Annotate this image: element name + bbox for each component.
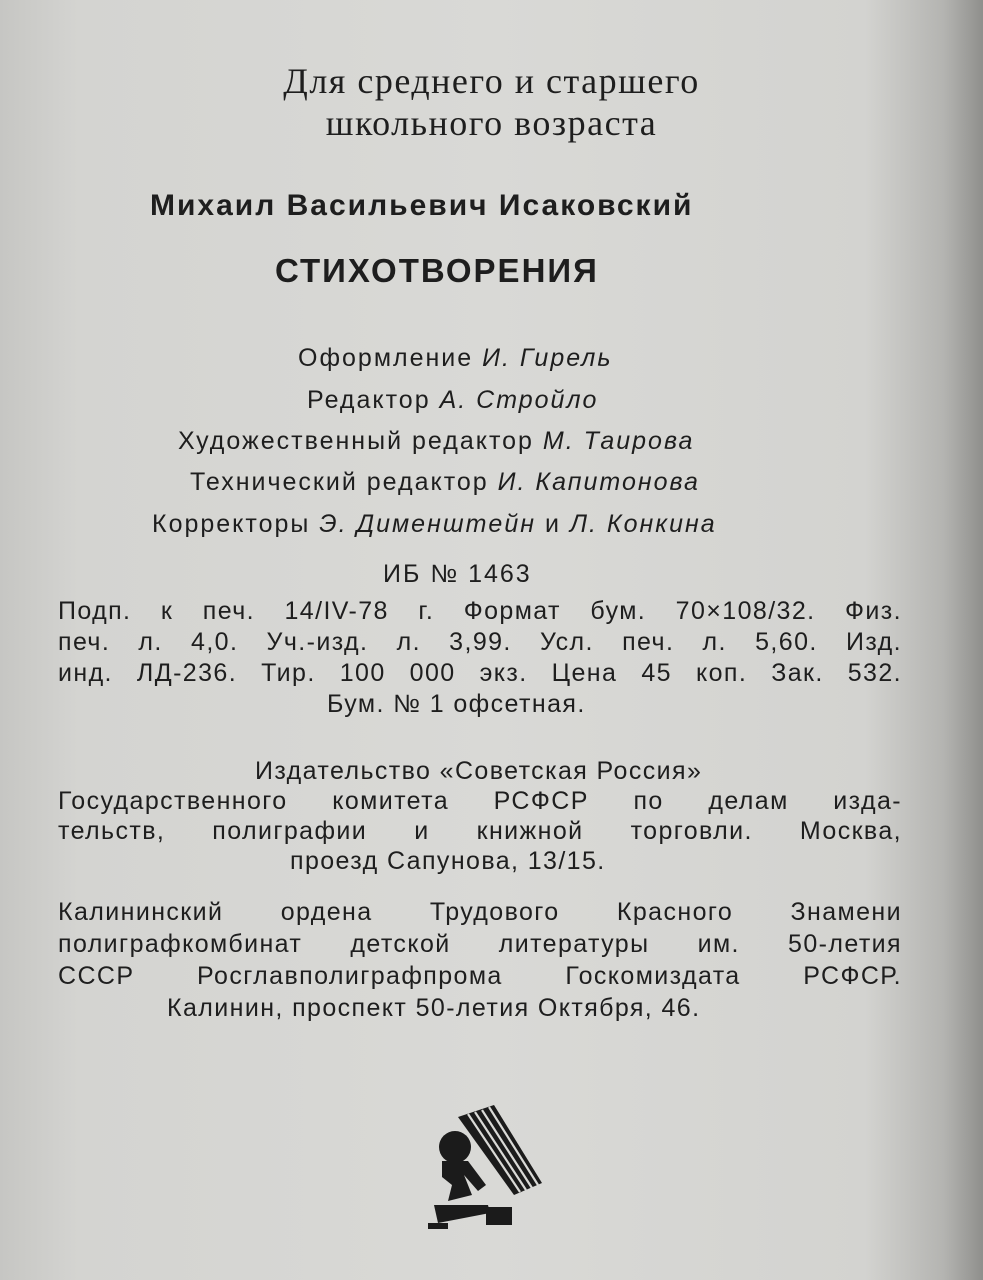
credit-role: Оформление	[298, 344, 474, 372]
credit-role: Корректоры	[152, 510, 311, 538]
credit-design	[298, 344, 613, 373]
printer-line-4: Калинин, проспект 50-летия Октября, 46.	[167, 994, 701, 1022]
credit-person: И. Гирель	[482, 344, 613, 372]
print-info-line-2: печ. л. 4,0. Уч.-изд. л. 3,99. Усл. печ. л. 5,60. Изд.	[58, 628, 902, 656]
audience-line-2: школьного возраста	[325, 103, 658, 143]
credit-person: А. Стройло	[439, 386, 599, 414]
book-title: СТИХОТВОРЕНИЯ	[275, 252, 599, 289]
credit-role: Технический редактор	[190, 468, 489, 496]
publisher-line-1: Издательство «Советская Россия»	[255, 757, 703, 785]
ib-number: ИБ № 1463	[383, 560, 532, 588]
publisher-line-4: проезд Сапунова, 13/15.	[290, 847, 606, 875]
credit-person: Э. Дименштейн	[319, 510, 536, 538]
credit-tech-editor	[190, 468, 700, 497]
credit-role: Художественный редактор	[178, 427, 534, 455]
publisher-line-3: тельств, полиграфии и книжной торговли. Москва,	[58, 817, 902, 845]
credit-conjunction: и	[544, 510, 561, 538]
printer-line-3: СССР Росглавполиграфпрома Госкомиздата РСФСР.	[58, 962, 902, 990]
publisher-line-2: Государственного комитета РСФСР по делам изда-	[58, 787, 902, 815]
credit-role: Редактор	[307, 386, 431, 414]
credit-editor	[307, 386, 598, 415]
print-info-line-3: инд. ЛД-236. Тир. 100 000 экз. Цена 45 коп. Зак. 532.	[58, 659, 902, 687]
print-info-line-1: Подп. к печ. 14/IV-78 г. Формат бум. 70×108/32. Физ.	[58, 597, 902, 625]
credit-art-editor	[178, 427, 694, 456]
credit-person: И. Капитонова	[497, 468, 700, 496]
print-info-line-4: Бум. № 1 офсетная.	[327, 690, 586, 718]
credit-person: Л. Конкина	[569, 510, 717, 538]
publisher-emblem-icon	[428, 1105, 546, 1231]
audience-line-1: Для среднего и старшего	[283, 61, 700, 101]
printer-line-2: полиграфкомбинат детской литературы им. 50-летия	[58, 930, 902, 958]
credit-person: М. Таирова	[542, 427, 695, 455]
credit-proofreaders	[152, 510, 717, 539]
author-name: Михаил Васильевич Исаковский	[150, 189, 694, 222]
printer-line-1: Калининский ордена Трудового Красного Знамени	[58, 898, 902, 926]
